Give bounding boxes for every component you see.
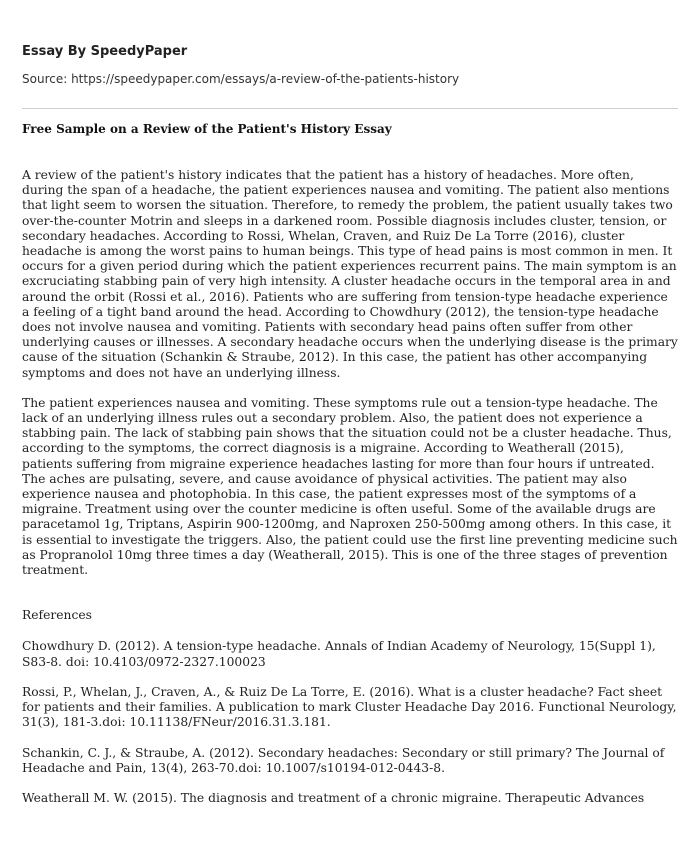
- reference-item: Rossi, P., Whelan, J., Craven, A., & Ruiz De La Torre, E. (2016). What is a cluster headache? Fact sheet for patients and their families. A publication to mark Cluster Headache Day 2016. Functional Neurology, 31(3), 181-3.doi: 10.11138/FNeur/2016.31.3.181.: [22, 684, 677, 730]
- site-title: Essay By SpeedyPaper: [22, 44, 188, 59]
- essay-title: Free Sample on a Review of the Patient's History Essay: [22, 122, 392, 136]
- reference-item: Schankin, C. J., & Straube, A. (2012). Secondary headaches: Secondary or still primary? The Journal of Headache and Pain, 13(4), 263-70.doi: 10.1007/s10194-012-0443-8.: [22, 745, 665, 775]
- reference-item: Chowdhury D. (2012). A tension-type headache. Annals of Indian Academy of Neurology, 15(Suppl 1), S83-8. doi: 10.4103/0972-2327.100023: [22, 639, 656, 669]
- essay-paragraph: The patient experiences nausea and vomiting. These symptoms rule out a tension-type headache. The lack of an underlying illness rules out a secondary problem. Also, the patient does not experience a stabbing pain. The lack of stabbing pain shows that the situation could not be a cluster headache. Thus, according to the symptoms, the correct diagnosis is a migraine. According to Weatherall (2015), patients suffering from migraine experience headaches lasting for more than four hours if untreated. The aches are pulsating, severe, and cause avoidance of physical activities. The patient may also experience nausea and photophobia. In this case, the patient expresses most of the symptoms of a migraine. Treatment using over the counter medicine is often useful. Some of the available drugs are paracetamol 1g, Triptans, Aspirin 900-1200mg, and Naproxen 250-500mg among others. In this case, it is essential to investigate the triggers. Also, the patient could use the first line preventing medicine such as Propranolol 10mg three times a day (Weatherall, 2015). This is one of the three stages of prevention treatment.: [22, 395, 678, 578]
- essay-body: [22, 168, 678, 821]
- reference-item: Weatherall M. W. (2015). The diagnosis and treatment of a chronic migraine. Therapeutic Advances: [22, 790, 645, 805]
- essay-paragraph: A review of the patient's history indicates that the patient has a history of headaches. More often, during the span of a headache, the patient experiences nausea and vomiting. The patient also mentions that light seem to worsen the situation. Therefore, to remedy the problem, the patient usually takes two over-the-counter Motrin and sleeps in a darkened room. Possible diagnosis includes cluster, tension, or secondary headaches. According to Rossi, Whelan, Craven, and Ruiz De La Torre (2016), cluster headache is among the worst pains to human beings. This type of head pains is most common in men. It occurs for a given period during which the patient experiences recurrent pains. The main symptom is an excruciating stabbing pain of very high intensity. A cluster headache occurs in the temporal area in and around the orbit (Rossi et al., 2016). Patients who are suffering from tension-type headache experience a feeling of a tight band around the head. According to Chowdhury (2012), the tension-type headache does not involve nausea and vomiting. Patients with secondary head pains often suffer from other underlying causes or illnesses. A secondary headache occurs when the underlying disease is the primary cause of the situation (Schankin & Straube, 2012). In this case, the patient has other accompanying symptoms and does not have an underlying illness.: [22, 168, 678, 380]
- source-url: Source: https://speedypaper.com/essays/a-review-of-the-patients-history: [22, 72, 460, 86]
- header-divider: [22, 108, 678, 109]
- references-heading: References: [22, 608, 92, 623]
